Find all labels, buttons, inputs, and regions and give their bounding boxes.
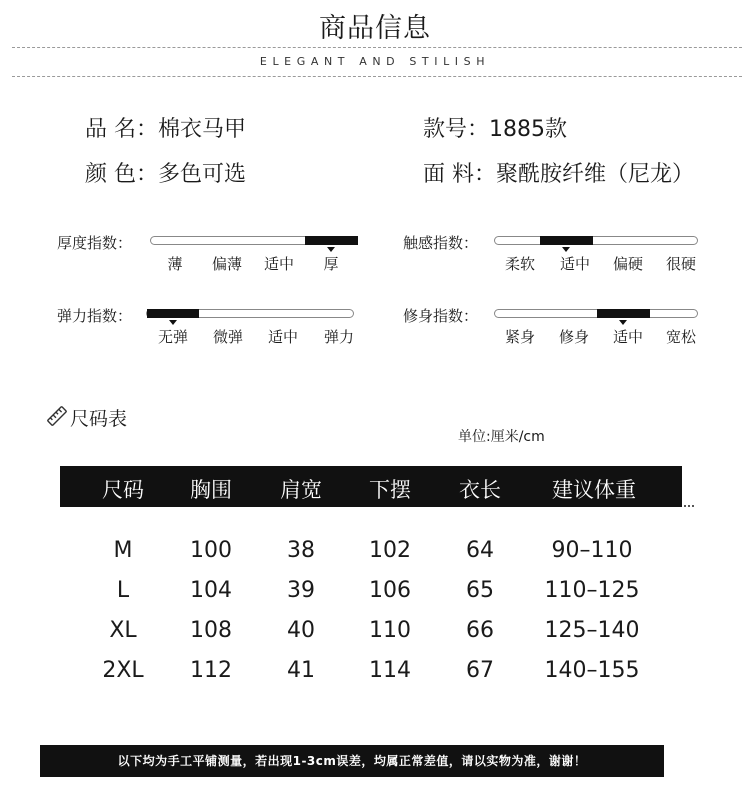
- fit-index-track: [494, 309, 698, 318]
- fit-option: 适中: [612, 328, 643, 346]
- touch-option: 偏硬: [612, 255, 643, 273]
- info-fabric-value: 聚酰胺纤维（尼龙）: [496, 162, 695, 187]
- elasticity-index-marker: [147, 309, 199, 318]
- table-cell: 140–155: [544, 658, 640, 683]
- info-color-value: 多色可选: [158, 162, 247, 187]
- fit-option: 宽松: [665, 328, 696, 346]
- table-cell: 112: [190, 658, 232, 683]
- info-style-no-label: 款号：: [423, 117, 490, 142]
- info-color: [85, 157, 246, 188]
- header-decoration: [684, 505, 694, 507]
- table-cell: 66: [466, 618, 494, 643]
- touch-option: 柔软: [504, 255, 535, 273]
- page-title: 商品信息: [319, 13, 431, 44]
- info-style-no: [423, 112, 567, 143]
- thickness-option: 偏薄: [211, 255, 242, 273]
- info-name-label: 品 名：: [85, 117, 158, 142]
- elasticity-index-track: [146, 309, 354, 318]
- fit-option: 紧身: [504, 328, 535, 346]
- elasticity-option: 适中: [267, 328, 298, 346]
- size-chart-unit: 单位:厘米/cm: [458, 429, 545, 445]
- touch-index-label: 触感指数：: [403, 234, 479, 252]
- table-cell: 110: [369, 618, 411, 643]
- thickness-option: 薄: [167, 255, 183, 273]
- table-cell: 64: [466, 538, 494, 563]
- elasticity-index-label: 弹力指数：: [57, 307, 133, 325]
- info-color-label: 颜 色：: [85, 162, 158, 187]
- table-cell: M: [113, 538, 133, 563]
- info-style-no-value: 1885款: [489, 117, 568, 142]
- table-cell: 106: [369, 578, 411, 603]
- elasticity-option: 无弹: [157, 328, 188, 346]
- thickness-index-marker: [305, 236, 358, 245]
- table-cell: 39: [287, 578, 315, 603]
- fit-index-marker: [597, 309, 650, 318]
- divider-bottom: [12, 76, 742, 77]
- info-name: [85, 112, 246, 143]
- table-cell: 67: [466, 658, 494, 683]
- thickness-option: 厚: [323, 255, 339, 273]
- thickness-index-label: 厚度指数：: [57, 234, 133, 252]
- thickness-index-track: [150, 236, 358, 245]
- elasticity-option: 弹力: [323, 328, 354, 346]
- table-cell: 125–140: [544, 618, 640, 643]
- thickness-option: 适中: [263, 255, 294, 273]
- size-table-header-cell: 建议体重: [552, 478, 636, 502]
- table-cell: 41: [287, 658, 315, 683]
- measurement-note: 以下均为手工平铺测量，若出现1-3cm误差，均属正常差值，请以实物为准，谢谢！: [40, 745, 664, 777]
- touch-index-marker: [540, 236, 593, 245]
- size-table-header-cell: 尺码: [102, 478, 144, 502]
- touch-option: 适中: [559, 255, 590, 273]
- info-fabric: [423, 157, 694, 188]
- size-table-header-cell: 胸围: [190, 478, 232, 502]
- table-cell: 90–110: [551, 538, 633, 563]
- info-fabric-label: 面 料：: [423, 162, 496, 187]
- table-cell: XL: [109, 618, 137, 643]
- touch-index-track: [494, 236, 698, 245]
- table-cell: 108: [190, 618, 232, 643]
- table-cell: 65: [466, 578, 494, 603]
- size-table-header-cell: 下摆: [369, 478, 411, 502]
- table-cell: 100: [190, 538, 232, 563]
- table-cell: 104: [190, 578, 232, 603]
- table-cell: L: [116, 578, 130, 603]
- touch-option: 很硬: [665, 255, 696, 273]
- table-cell: 102: [369, 538, 411, 563]
- size-table-header-cell: 衣长: [459, 478, 501, 502]
- table-cell: 114: [369, 658, 411, 683]
- elasticity-option: 微弹: [212, 328, 243, 346]
- info-name-value: 棉衣马甲: [158, 117, 247, 142]
- table-cell: 40: [287, 618, 315, 643]
- fit-option: 修身: [558, 328, 589, 346]
- fit-index-label: 修身指数：: [403, 307, 479, 325]
- size-chart-title: 尺码表: [70, 408, 128, 430]
- divider-top: [12, 47, 742, 48]
- ruler-pencil-icon: [46, 405, 68, 427]
- table-cell: 38: [287, 538, 315, 563]
- table-cell: 2XL: [102, 658, 144, 683]
- size-table-header-cell: 肩宽: [280, 478, 322, 502]
- table-cell: 110–125: [544, 578, 640, 603]
- page-subtitle: ELEGANT AND STILISH: [259, 55, 491, 68]
